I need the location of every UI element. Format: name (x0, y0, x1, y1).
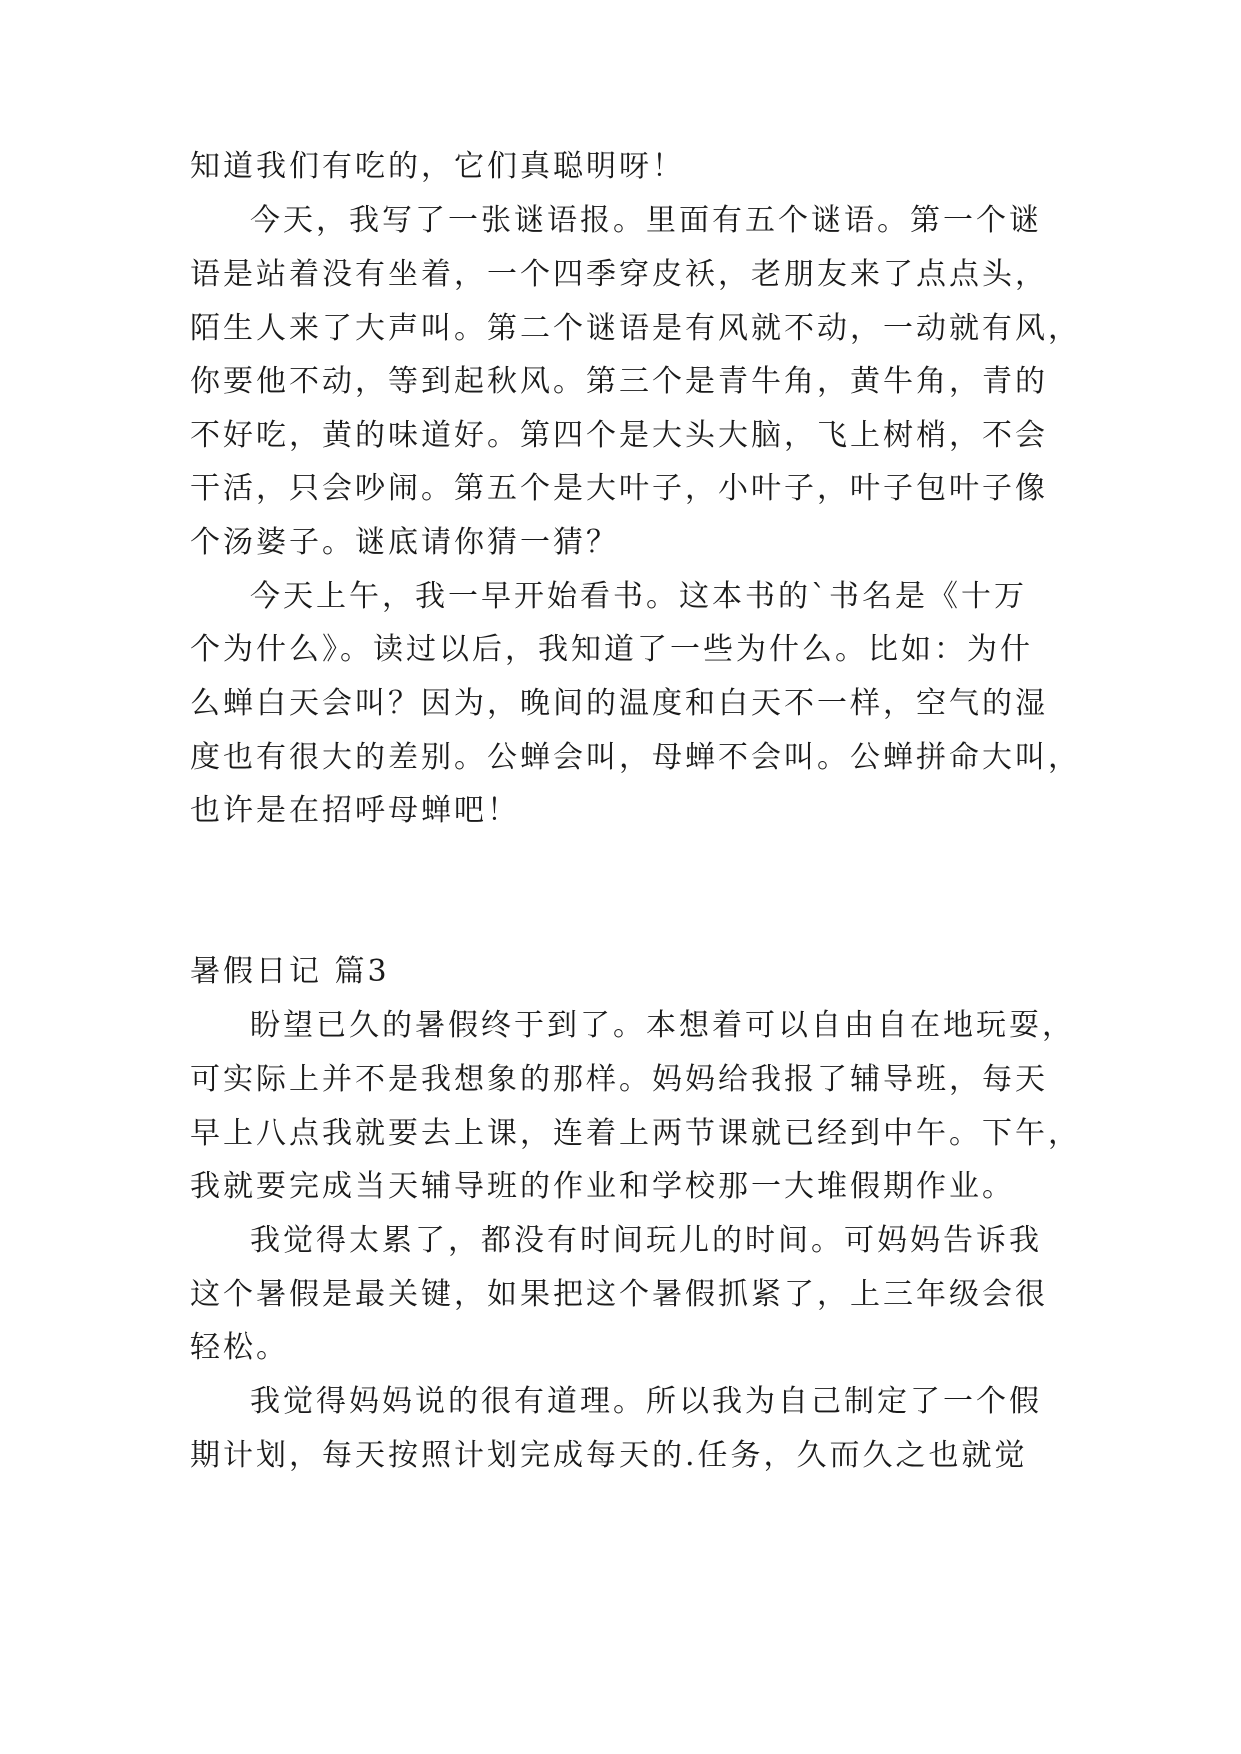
text-line: 这个暑假是最关键，如果把这个暑假抓紧了，上三年级会很 (190, 1277, 1048, 1312)
text-line: 个为什么》。读过以后，我知道了一些为什么。比如：为什 (190, 632, 1033, 667)
text-line: 度也有很大的差别。公蝉会叫，母蝉不会叫。公蝉拼命大叫， (190, 740, 1081, 775)
text-line: 可实际上并不是我想象的那样。妈妈给我报了辅导班，每天 (190, 1062, 1048, 1097)
text-line: 不好吃，黄的味道好。第四个是大头大脑，飞上树梢，不会 (190, 418, 1048, 453)
paragraph-start-line: 我觉得妈妈说的很有道理。所以我为自己制定了一个假 (250, 1384, 1042, 1419)
text-line: 轻松。 (190, 1330, 289, 1365)
text-line: 陌生人来了大声叫。第二个谜语是有风就不动，一动就有风， (190, 311, 1081, 346)
text-line: 期计划，每天按照计划完成每天的.任务，久而久之也就觉 (190, 1438, 1028, 1473)
section-heading: 暑假日记 篇3 (190, 954, 390, 989)
text-line: 干活，只会吵闹。第五个是大叶子，小叶子，叶子包叶子像 (190, 471, 1048, 506)
text-line: 早上八点我就要去上课，连着上两节课就已经到中午。下午， (190, 1116, 1081, 1151)
text-line: 也许是在招呼母蝉吧！ (190, 793, 520, 828)
text-line: 我就要完成当天辅导班的作业和学校那一大堆假期作业。 (190, 1169, 1015, 1204)
text-line: 你要他不动，等到起秋风。第三个是青牛角，黄牛角，青的 (190, 364, 1048, 399)
paragraph-start-line: 今天，我写了一张谜语报。里面有五个谜语。第一个谜 (250, 203, 1042, 238)
text-line: 个汤婆子。谜底请你猜一猜？ (190, 525, 619, 560)
text-line: 语是站着没有坐着，一个四季穿皮袄，老朋友来了点点头， (190, 257, 1048, 292)
paragraph-start-line: 盼望已久的暑假终于到了。本想着可以自由自在地玩耍， (250, 1008, 1075, 1043)
text-line: 知道我们有吃的，它们真聪明呀！ (190, 149, 685, 184)
paragraph-start-line: 今天上午，我一早开始看书。这本书的`书名是《十万 (250, 579, 1027, 614)
text-line: 么蝉白天会叫？因为，晚间的温度和白天不一样，空气的湿 (190, 686, 1048, 721)
paragraph-start-line: 我觉得太累了，都没有时间玩儿的时间。可妈妈告诉我 (250, 1223, 1042, 1258)
